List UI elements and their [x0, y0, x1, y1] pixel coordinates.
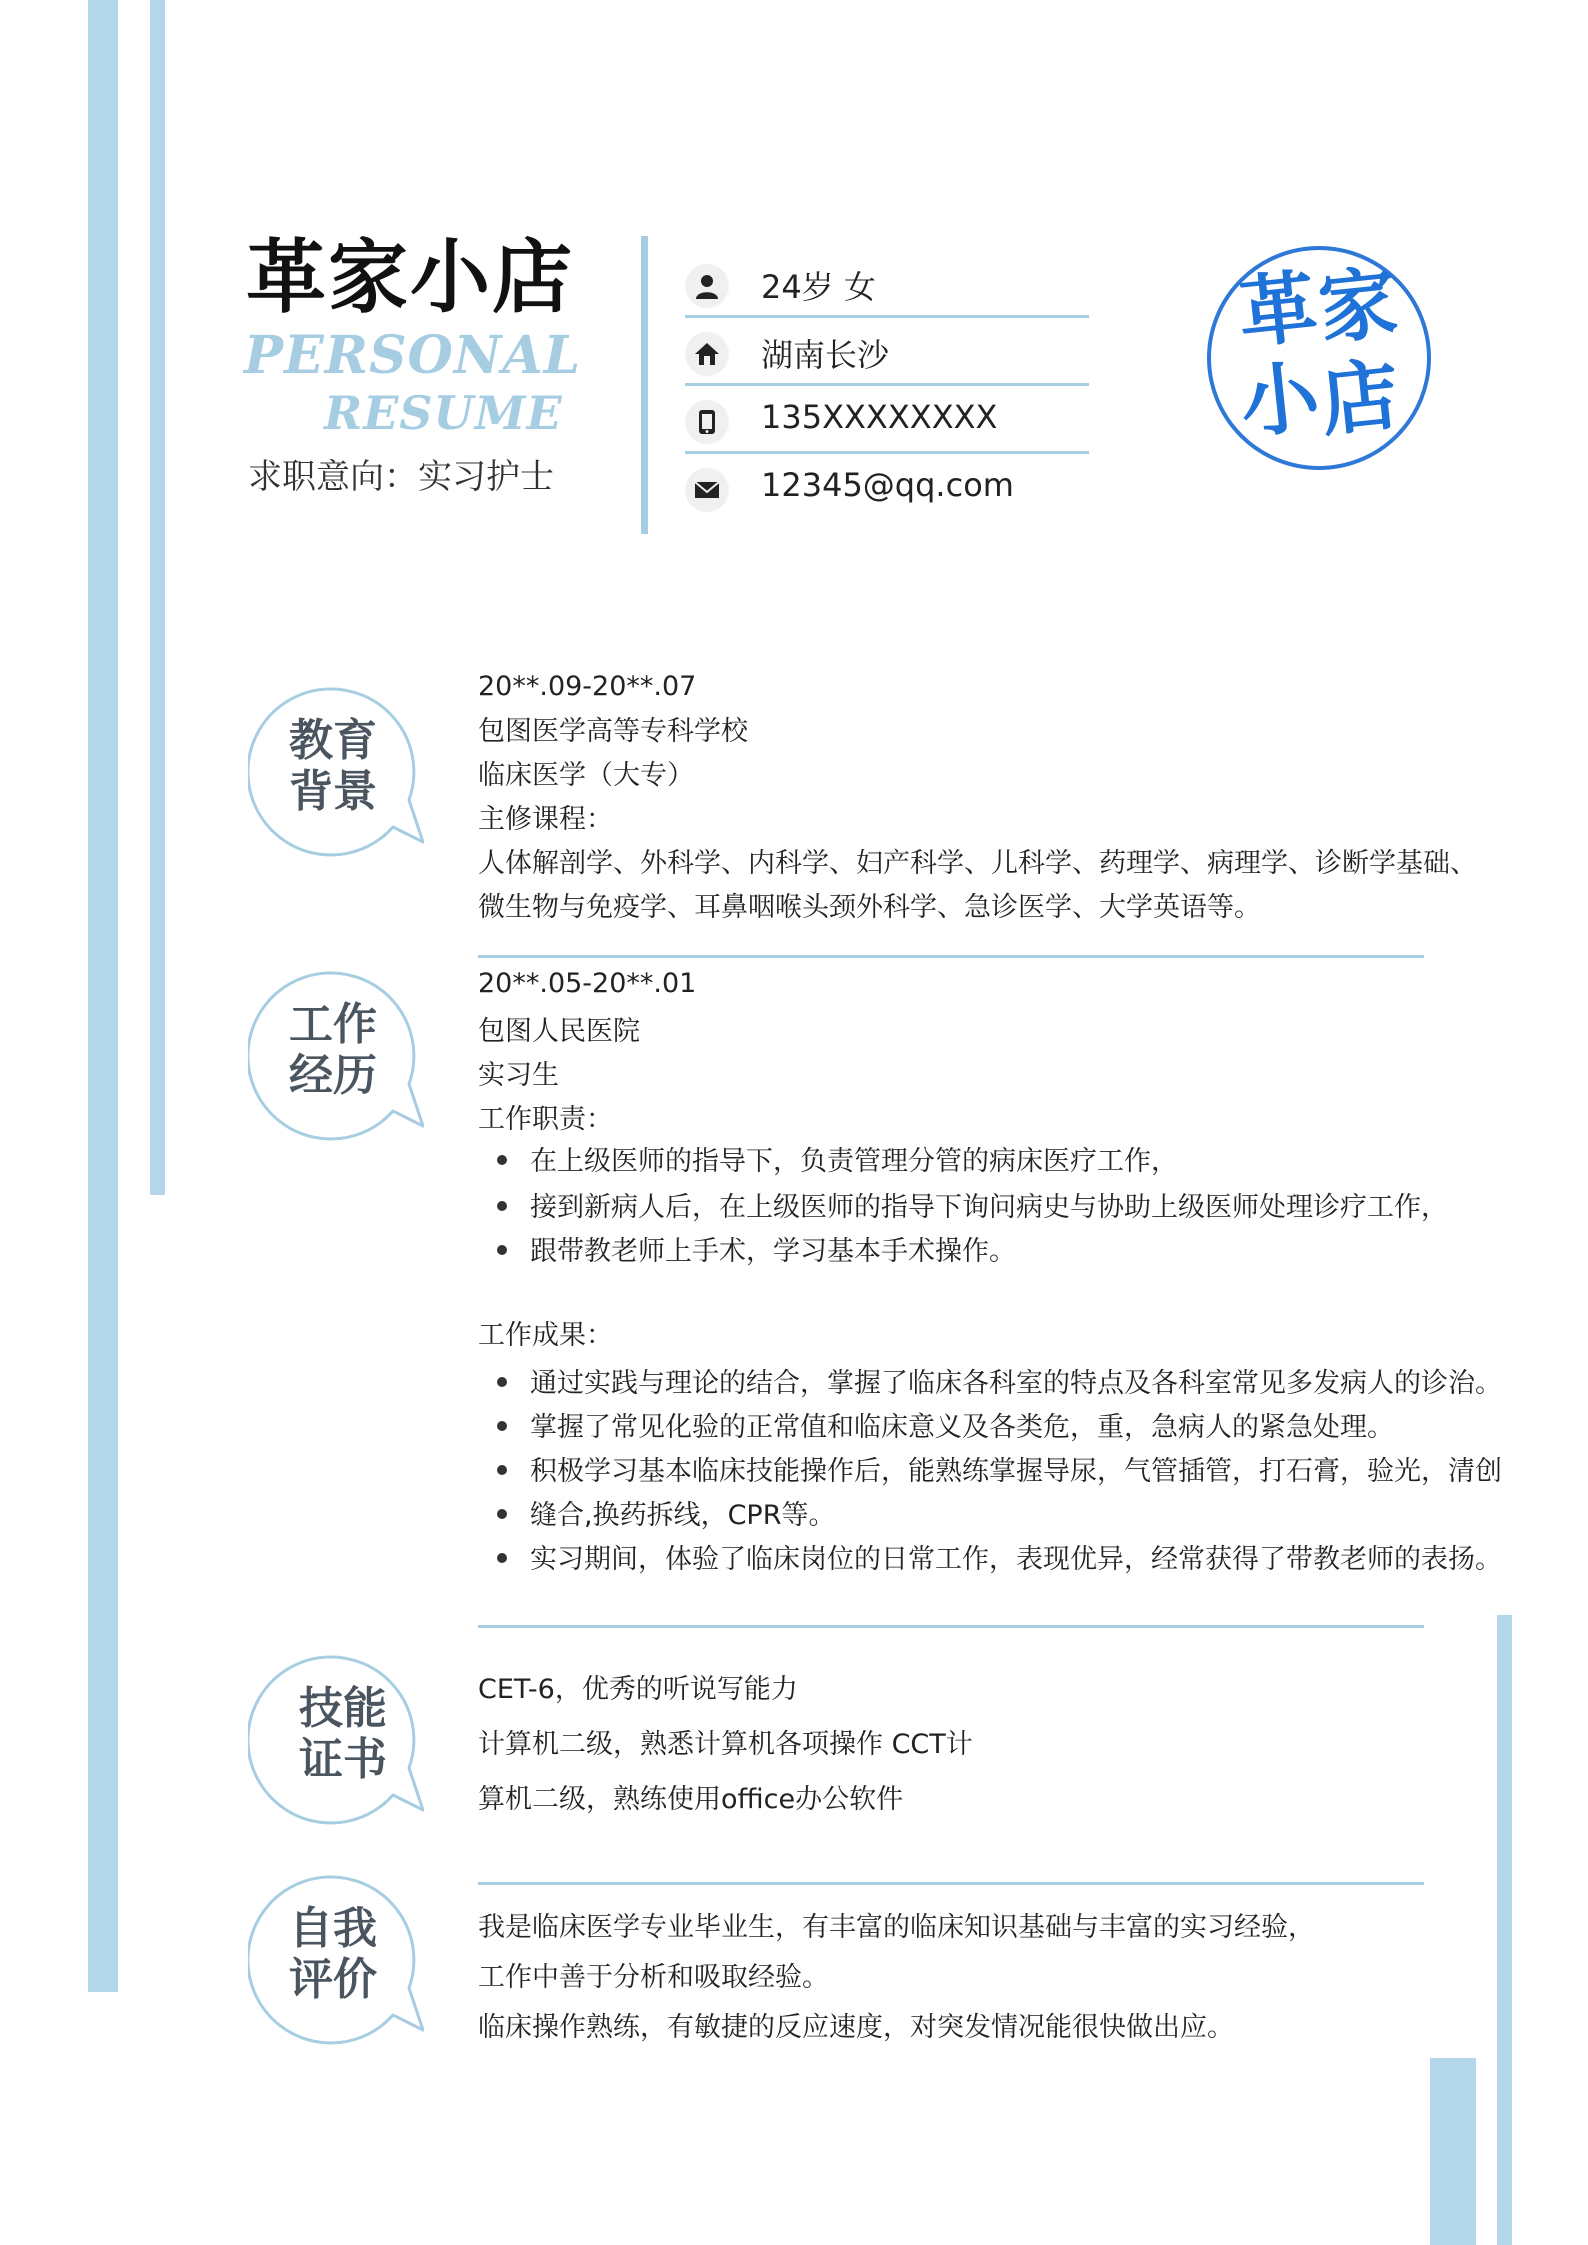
seal-char: 革: [1234, 261, 1322, 360]
skill-line: CET-6，优秀的听说写能力: [478, 1674, 798, 1705]
bullet-icon: [497, 1553, 507, 1563]
info-phone-text: 135XXXXXXXX: [761, 398, 998, 436]
work-heading-line1: 工作: [289, 999, 377, 1051]
left-accent-bar-thin: [150, 0, 165, 1195]
work-company: 包图人民医院: [478, 1016, 640, 1047]
education-courses-label: 主修课程：: [478, 804, 613, 835]
info-email: [685, 454, 1089, 522]
work-result-item: 缝合,换药拆线，CPR等。: [530, 1500, 836, 1531]
education-major: 临床医学（大专）: [478, 760, 694, 791]
work-heading-bubble: [248, 966, 424, 1142]
work-period: 20**.05-20**.01: [478, 968, 697, 999]
section-divider: [478, 955, 1424, 958]
resume-title: RESUME: [324, 386, 563, 440]
self-eval-line: 我是临床医学专业毕业生，有丰富的临床知识基础与丰富的实习经验，: [478, 1912, 1315, 1943]
work-result-item: 掌握了常见化验的正常值和临床意义及各类危，重，急病人的紧急处理。: [530, 1412, 1394, 1443]
work-duty-item: 跟带教老师上手术，学习基本手术操作。: [530, 1236, 1016, 1267]
mail-icon: [685, 468, 729, 512]
skills-heading-bubble: [248, 1650, 424, 1826]
candidate-name: 革家小店: [246, 231, 574, 324]
bullet-icon: [497, 1245, 507, 1255]
work-result-item: 通过实践与理论的结合，掌握了临床各科室的特点及各科室常见多发病人的诊治。: [530, 1368, 1502, 1399]
education-heading-bubble: [248, 682, 424, 858]
person-icon: [685, 264, 729, 308]
seal-char: 家: [1314, 257, 1402, 356]
education-period: 20**.09-20**.07: [478, 671, 697, 702]
right-accent-bar-thin: [1497, 1615, 1512, 2245]
work-duty-item: 接到新病人后，在上级医师的指导下询问病史与协助上级医师处理诊疗工作，: [530, 1192, 1448, 1223]
info-age-gender-text: 24岁 女: [761, 268, 876, 306]
info-email-text: 12345@qq.com: [761, 466, 1014, 504]
info-location: [685, 318, 1089, 386]
self-eval-heading-bubble: [248, 1870, 424, 2046]
skill-line: 计算机二级，熟悉计算机各项操作 CCT计: [478, 1729, 973, 1760]
education-heading-line1: 教育: [289, 715, 377, 767]
self-eval-heading-line1: 自我: [289, 1903, 377, 1955]
work-result-item: 积极学习基本临床技能操作后，能熟练掌握导尿，气管插管，打石膏，验光，清创: [530, 1456, 1502, 1487]
work-role: 实习生: [478, 1060, 559, 1091]
self-eval-line: 工作中善于分析和吸取经验。: [478, 1962, 829, 1993]
bullet-icon: [497, 1155, 507, 1165]
info-age-gender: [685, 250, 1089, 318]
phone-icon: [685, 400, 729, 444]
education-school: 包图医学高等专科学校: [478, 716, 748, 747]
seal-stamp: [1207, 246, 1431, 470]
info-location-text: 湖南长沙: [761, 336, 890, 374]
education-heading-line2: 背景: [289, 766, 377, 817]
bullet-icon: [497, 1465, 507, 1475]
skill-line: 算机二级，熟练使用office办公软件: [478, 1784, 904, 1815]
work-duty-item: 在上级医师的指导下，负责管理分管的病床医疗工作，: [530, 1146, 1178, 1177]
education-courses-line1: 人体解剖学、外科学、内科学、妇产科学、儿科学、药理学、病理学、诊断学基础、: [478, 848, 1477, 879]
self-eval-heading-line2: 评价: [289, 1954, 377, 2005]
section-divider: [478, 1882, 1424, 1885]
section-divider: [478, 1625, 1424, 1628]
skills-heading-line1: 技能: [299, 1683, 387, 1735]
seal-char: 小: [1236, 351, 1324, 450]
work-duties-label: 工作职责：: [478, 1104, 613, 1135]
bullet-icon: [497, 1509, 507, 1519]
work-heading-line2: 经历: [289, 1050, 377, 1101]
right-accent-bar-wide: [1430, 2058, 1476, 2245]
bullet-icon: [497, 1377, 507, 1387]
education-courses-line2: 微生物与免疫学、耳鼻咽喉头颈外科学、急诊医学、大学英语等。: [478, 892, 1261, 923]
personal-title: PERSONAL: [244, 325, 582, 386]
bullet-icon: [497, 1421, 507, 1431]
work-results-label: 工作成果：: [478, 1320, 613, 1351]
skills-heading-line2: 证书: [299, 1734, 387, 1785]
bullet-icon: [497, 1201, 507, 1211]
seal-char: 店: [1316, 349, 1404, 448]
header-divider: [641, 236, 648, 534]
work-result-item: 实习期间，体验了临床岗位的日常工作，表现优异，经常获得了带教老师的表扬。: [530, 1544, 1502, 1575]
info-phone: [685, 386, 1089, 454]
home-icon: [685, 332, 729, 376]
left-accent-bar-wide: [88, 0, 118, 1992]
job-intent: 求职意向：实习护士: [248, 457, 554, 497]
self-eval-line: 临床操作熟练，有敏捷的反应速度，对突发情况能很快做出应。: [478, 2012, 1234, 2043]
